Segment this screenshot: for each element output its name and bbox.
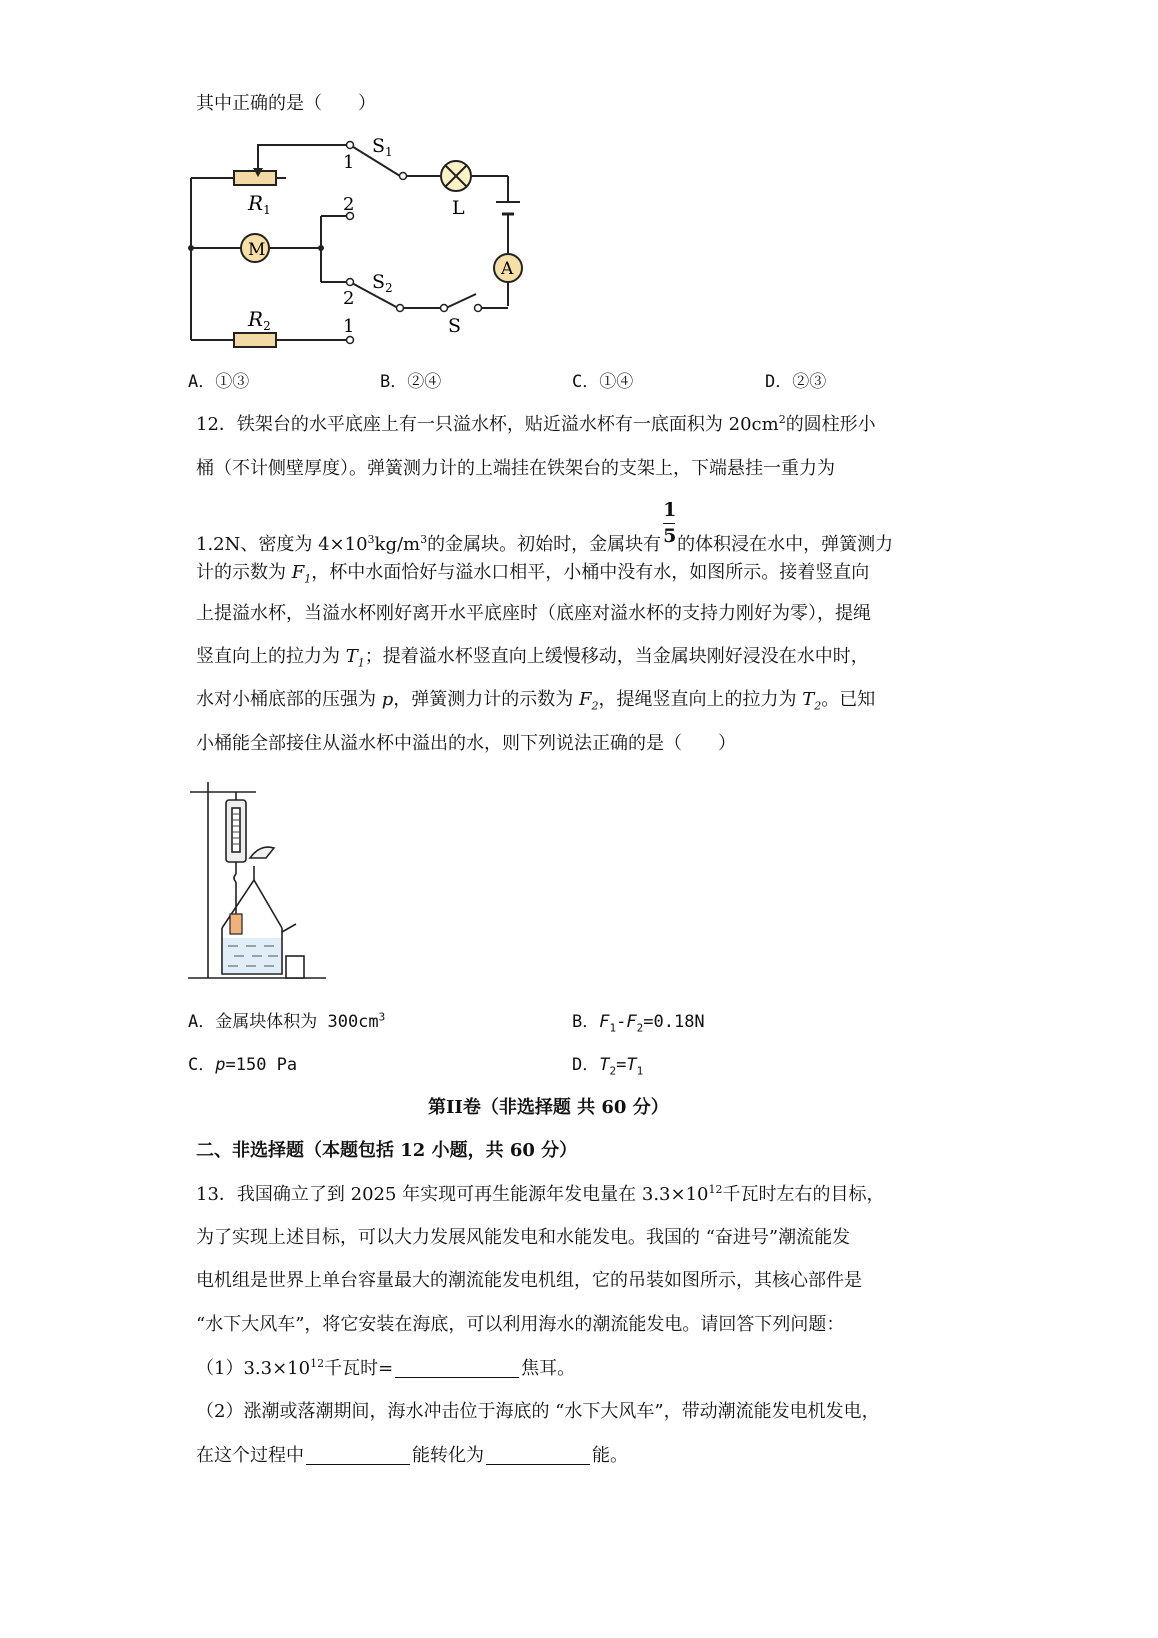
q12-option-a[interactable]: A．金属块体积为 $300cm^3$ xyxy=(188,1010,386,1032)
s-label: S xyxy=(448,315,462,337)
q13-line-1: 13．我国确立了到 2025 年实现可再生能源年发电量在 $3.3\times 10^{12}$千瓦时左右的目标， xyxy=(196,1183,885,1205)
answer-blank-3[interactable] xyxy=(486,1446,590,1465)
s2-label: $S_2$ xyxy=(372,271,393,295)
q11-option-c[interactable]: C．①④ xyxy=(572,372,634,392)
q13-line-4: “水下大风车”，将它安装在海底，可以利用海水的潮流能发电。请回答下列问题： xyxy=(196,1314,845,1335)
q12-line-7: 水对小桶底部的压强为 p，弹簧测力计的示数为 $F_2$，提绳竖直向上的拉力为 $T_2$。已知 xyxy=(196,689,876,713)
s1-label: $S_1$ xyxy=(372,135,393,159)
q11-stem-tail: 其中正确的是（ ） xyxy=(196,93,376,114)
q12-line-6: 竖直向上的拉力为 $T_1$；提着溢水杯竖直向上缓慢移动，当金属块刚好浸没在水中时， xyxy=(196,646,869,670)
q12-option-d[interactable]: D．$T_2=T_1$ xyxy=(572,1055,644,1078)
q12-line-4: 计的示数为 $F_1$，杯中水面恰好与溢水口相平，小桶中没有水，如图所示。接着竖直向 xyxy=(196,562,870,586)
s1-terminal-1: 1 xyxy=(343,152,355,173)
q13-line-2: 为了实现上述目标，可以大力发展风能发电和水能发电。我国的 “奋进号”潮流能发 xyxy=(196,1227,851,1248)
q12-line-3: 1.2N、密度为 $4\times 10^3kg/m^3$的金属块。初始时，金属块有 $\frac{1}{5}$ 的体积浸在水中，弹簧测力 xyxy=(196,499,894,555)
q12-line-8: 小桶能全部接住从溢水杯中溢出的水，则下列说法正确的是（ ） xyxy=(196,733,736,754)
q11-option-d[interactable]: D．②③ xyxy=(765,372,827,392)
q13-sub-1: $(1)3.3\times 10^{12}$千瓦时= 焦耳。 xyxy=(196,1357,576,1379)
ammeter-label: A xyxy=(501,259,514,279)
r2-label: $R_2$ xyxy=(248,307,271,333)
q13-line-3: 电机组是世界上单台容量最大的潮流能发电机组，它的吊装如图所示，其核心部件是 xyxy=(196,1270,862,1291)
s2-terminal-2: 2 xyxy=(343,288,355,309)
answer-blank-1[interactable] xyxy=(395,1359,519,1378)
q12-line-5: 上提溢水杯，当溢水杯刚好离开水平底座时（底座对溢水杯的支持力刚好为零），提绳 xyxy=(196,603,871,624)
q12-line-2: 桶（不计侧壁厚度）。弹簧测力计的上端挂在铁架台的支架上，下端悬挂一重力为 xyxy=(196,458,835,479)
motor-label: M xyxy=(248,240,266,260)
answer-blank-2[interactable] xyxy=(306,1446,410,1465)
q11-option-a[interactable]: A．①③ xyxy=(188,372,250,392)
lamp-label: L xyxy=(452,197,465,219)
s2-terminal-1: 1 xyxy=(343,316,355,337)
apparatus-figure xyxy=(186,778,336,984)
q12-option-b[interactable]: B．$F_1-F_2=0.18N$ xyxy=(572,1012,705,1035)
s2-terminal-2-top: 2 xyxy=(343,194,355,215)
r1-label: $R_1$ xyxy=(248,191,271,217)
q12-option-c[interactable]: C．p=150 Pa xyxy=(188,1055,298,1075)
section-title: 第II卷（非选择题 共 60 分） xyxy=(428,1097,669,1118)
one-fifth-fraction: $\frac{1}{5}$ xyxy=(663,499,677,547)
q11-option-b[interactable]: B．②④ xyxy=(380,372,442,392)
circuit-diagram xyxy=(180,130,540,360)
q12-line-1: 12．铁架台的水平底座上有一只溢水杯，贴近溢水杯有一底面积为 $20cm^2$的圆柱形小 xyxy=(196,413,876,435)
q13-sub-2b: 在这个过程中 能转化为 能。 xyxy=(196,1445,628,1466)
q13-sub-2: （2）涨潮或落潮期间，海水冲击位于海底的 “水下大风车”，带动潮流能发电机发电， xyxy=(196,1401,880,1422)
section-heading: 二、非选择题（本题包括 12 小题，共 60 分） xyxy=(196,1140,578,1161)
